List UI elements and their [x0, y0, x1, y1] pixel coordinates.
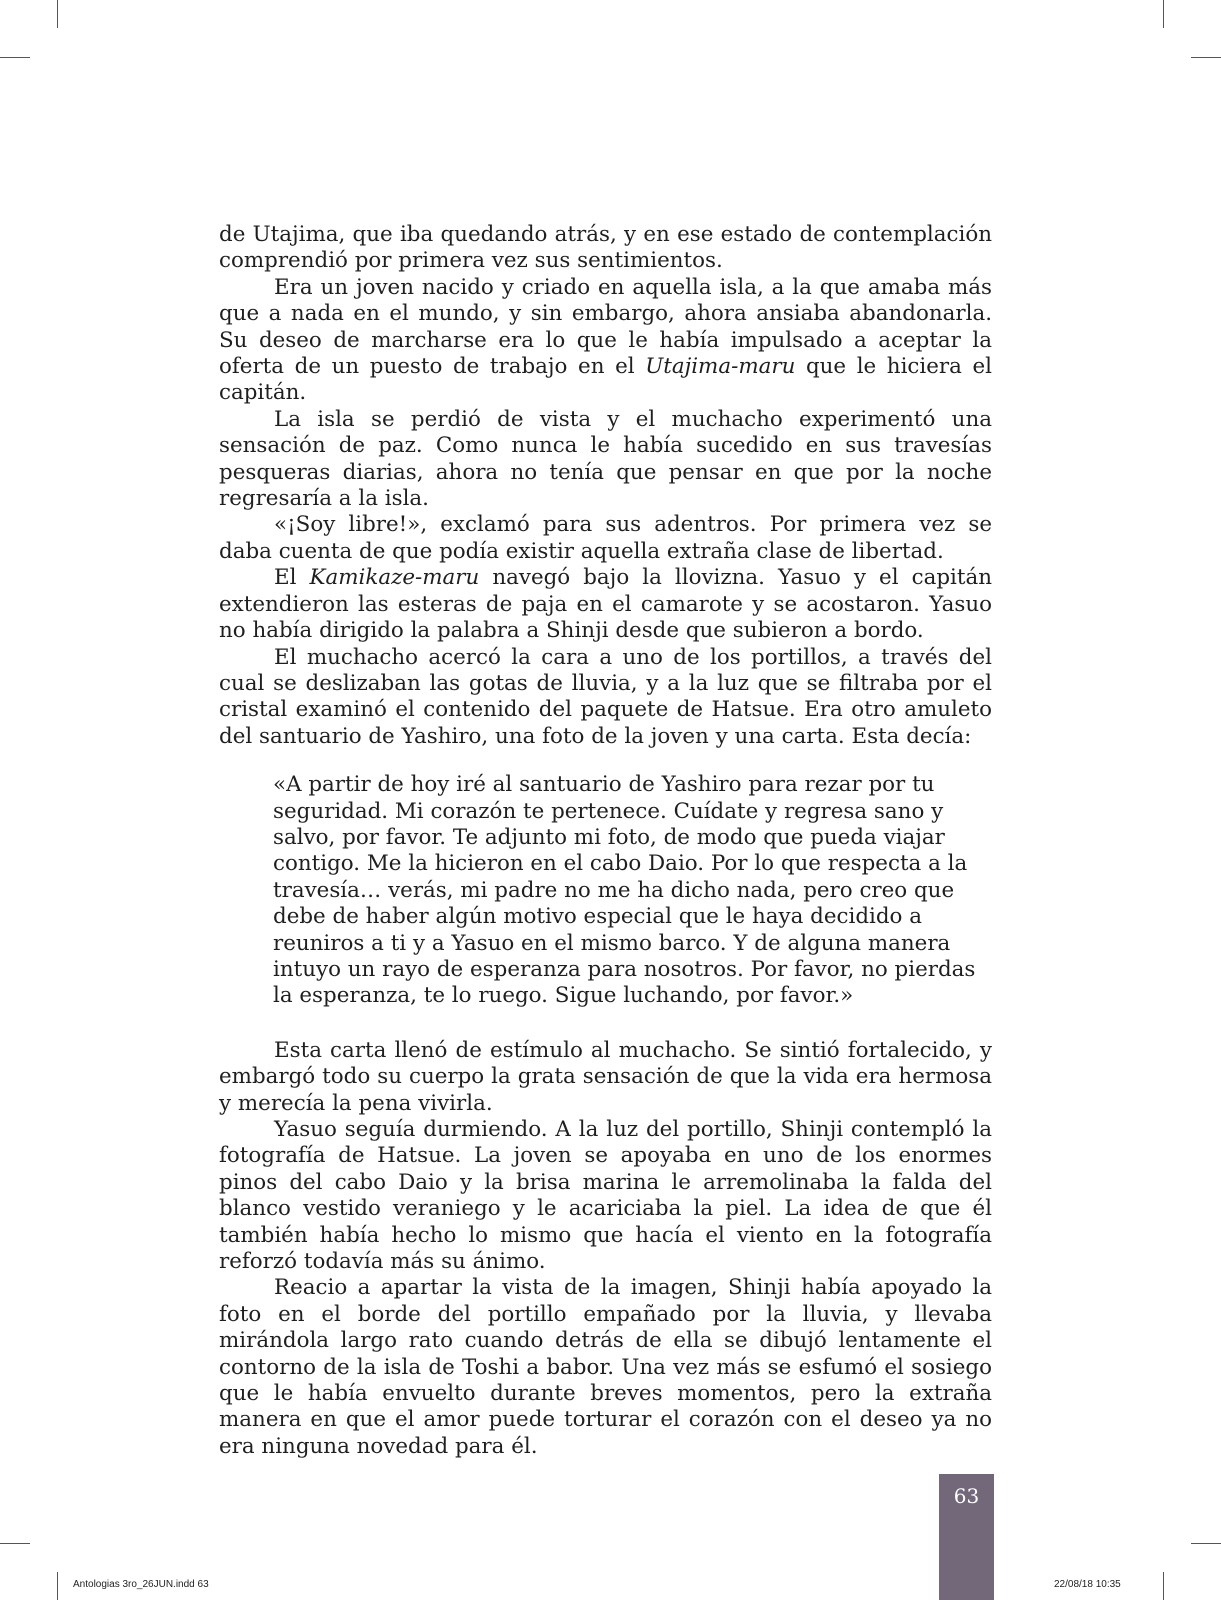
crop-mark: [57, 1572, 58, 1600]
crop-mark: [1191, 57, 1221, 58]
paragraph: Reacio a apartar la vista de la imagen, Shinji había apoyado la foto en el borde del portillo empañado por la lluvia, y llevaba mirándola largo rato cuando detrás de ella se dibujó lentamente el contorno de la isla de Toshi a babor. Una vez más se esfumó el sosiego que le había envuelto durante breves momentos, pero la extraña manera en que el amor puede torturar el corazón con el deseo ya no era ninguna novedad para él.: [219, 1275, 992, 1459]
slug-datetime: 22/08/18 10:35: [1054, 1579, 1121, 1590]
paragraph: «¡Soy libre!», exclamó para sus adentros. Por primera vez se daba cuenta de que podía existir aquella extraña clase de libertad.: [219, 512, 992, 564]
page-number: 63: [953, 1484, 980, 1508]
crop-mark: [1163, 0, 1164, 28]
paragraph: La isla se perdió de vista y el muchacho experimentó una sensación de paz. Como nunca le había sucedido en sus travesías pesqueras diarias, ahora no tenía que pensar en que por la noche regresaría a la isla.: [219, 406, 992, 512]
crop-mark: [57, 0, 58, 28]
paragraph: Esta carta llenó de estímulo al muchacho. Se sintió fortalecido, y embargó todo su cuerpo la grata sensación de que la vida era hermosa y merecía la pena vivirla.: [219, 1037, 992, 1116]
paragraph: El muchacho acercó la cara a uno de los portillos, a través del cual se deslizaban las gotas de lluvia, y a la luz que se filtraba por el cristal examinó el contenido del paquete de Hatsue. Era otro amuleto del santuario de Yashiro, una foto de la joven y una carta. Esta decía:: [219, 644, 992, 749]
crop-mark: [1163, 1572, 1164, 1600]
paragraph: El Kamikaze-maru navegó bajo la llovizna. Yasuo y el capitán extendieron las esteras de paja en el camarote y se acostaron. Yasuo no había dirigido la palabra a Shinji desde que subieron a bordo.: [219, 565, 992, 644]
crop-mark: [0, 1543, 30, 1544]
crop-mark: [1191, 1543, 1221, 1544]
letter-quote: «A partir de hoy iré al santuario de Yashiro para rezar por tu seguridad. Mi corazón te pertenece. Cuídate y regresa sano y salvo, por favor. Te adjunto mi foto, de modo que pueda viajar contigo. Me la hicieron en el cabo Daio. Por lo que respecta a la travesía… verás, mi padre no me ha dicho nada, pero creo que debe de haber algún motivo especial que le haya decidido a reuniros a ti y a Yasuo en el mismo barco. Y de alguna manera intuyo un rayo de esperanza para nosotros. Por favor, no pierdas la esperanza, te lo ruego. Sigue luchando, por favor.»: [273, 772, 976, 1009]
body-text: [219, 222, 992, 1460]
slug-file: Antologias 3ro_26JUN.indd 63: [73, 1579, 209, 1590]
paragraph: Era un joven nacido y criado en aquella isla, a la que amaba más que a nada en el mundo, y sin embargo, ahora ansiaba abandonarla. Su deseo de marcharse era lo que le había impulsado a aceptar la oferta de un puesto de trabajo en el Utajima-maru que le hiciera el capitán.: [219, 274, 992, 406]
paragraph: de Utajima, que iba quedando atrás, y en ese estado de contemplación comprendió por primera vez sus sentimientos.: [219, 222, 992, 274]
crop-mark: [0, 57, 30, 58]
page-number-box: [939, 1474, 994, 1600]
paragraph: Yasuo seguía durmiendo. A la luz del portillo, Shinji contempló la fotografía de Hatsue. La joven se apoyaba en uno de los enormes pinos del cabo Daio y la brisa marina le arremolinaba la falda del blanco vestido veraniego y le acariciaba la piel. La idea de que él también había hecho lo mismo que hacía el viento en la fotografía reforzó todavía más su ánimo.: [219, 1117, 992, 1275]
